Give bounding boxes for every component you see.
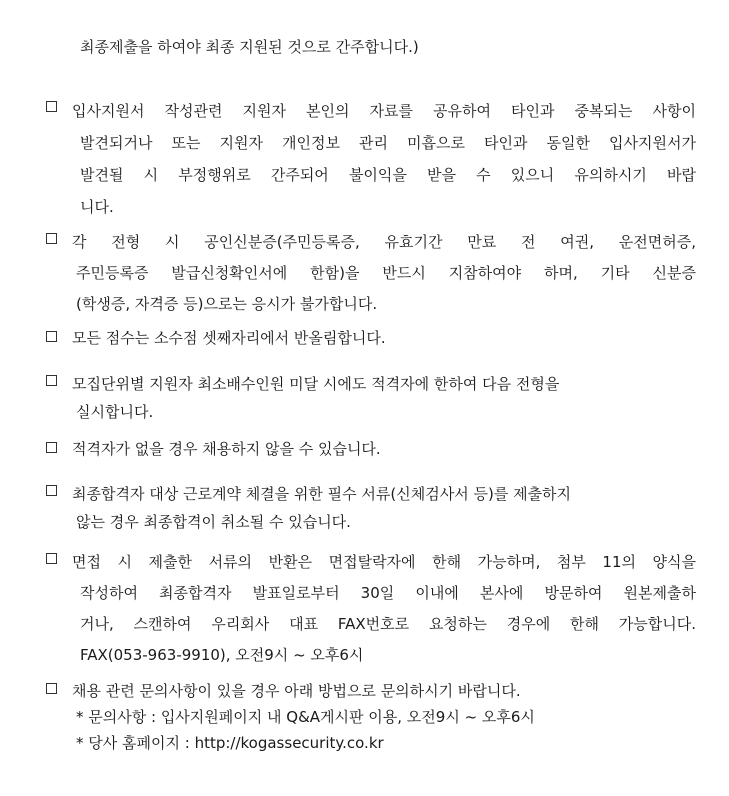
notice-item — [46, 480, 696, 536]
notice-item — [46, 227, 696, 320]
notice-text — [72, 227, 696, 320]
notice-line: 작성하여 최종합격자 발표일로부터 30일 이내에 본사에 방문하여 원본제출하 — [80, 584, 696, 602]
checkbox-icon — [46, 485, 57, 496]
notice-text — [72, 370, 696, 426]
notice-line: 거나, 스캔하여 우리회사 대표 FAX번호로 요청하는 경우에 한해 가능합니다. — [80, 615, 696, 633]
notice-line: 모든 점수는 소수점 셋째자리에서 반올림합니다. — [72, 329, 386, 347]
notice-line: 발견될 시 부정행위로 간주되어 불이익을 받을 수 있으니 유의하시기 바랍 — [80, 166, 696, 184]
notice-line: 않는 경우 최종합격이 취소될 수 있습니다. — [76, 513, 351, 531]
checkbox-icon — [46, 442, 57, 453]
notice-line: 발견되거나 또는 지원자 개인정보 관리 미흡으로 타인과 동일한 입사지원서가 — [80, 134, 696, 152]
notice-item — [46, 326, 696, 350]
checkbox-icon — [46, 233, 57, 244]
notice-item — [46, 678, 696, 756]
notice-text — [72, 480, 696, 536]
notice-line: 모집단위별 지원자 최소배수인원 미달 시에도 적격자에 한하여 다음 전형을 — [72, 375, 560, 393]
notice-line: 실시합니다. — [76, 403, 154, 421]
notice-text — [72, 437, 696, 461]
notice-item — [46, 547, 696, 671]
checkbox-icon — [46, 331, 57, 342]
notice-text — [72, 326, 696, 350]
checkbox-icon — [46, 683, 57, 694]
notice-item — [46, 437, 696, 461]
notice-item — [46, 370, 696, 426]
notice-line: 주민등록증 발급신청확인서에 한함)을 반드시 지참하여야 하며, 기타 신분증 — [76, 264, 696, 282]
notice-line: 각 전형 시 공인신분증(주민등록증, 유효기간 만료 전 여권, 운전면허증, — [72, 233, 696, 251]
notice-line: 최종합격자 대상 근로계약 체결을 위한 필수 서류(신체검사서 등)를 제출하지 — [72, 485, 572, 503]
notice-item — [46, 95, 696, 223]
notice-line: FAX(053-963-9910), 오전9시 ~ 오후6시 — [80, 646, 364, 664]
notice-line: 입사지원서 작성관련 지원자 본인의 자료를 공유하여 타인과 중복되는 사항이 — [72, 102, 696, 120]
checkbox-icon — [46, 553, 57, 564]
notice-line: 적격자가 없을 경우 채용하지 않을 수 있습니다. — [72, 440, 381, 458]
notice-line: 니다. — [80, 198, 114, 216]
contact-homepage-item: * 당사 홈페이지 : http://kogassecurity.co.kr — [76, 734, 384, 752]
checkbox-icon — [46, 375, 57, 386]
notice-line: 채용 관련 문의사항이 있을 경우 아래 방법으로 문의하시기 바랍니다. — [72, 682, 521, 700]
intro-text: 최종제출을 하여야 최종 지원된 것으로 간주합니다.) — [80, 38, 419, 56]
notice-text — [72, 547, 696, 671]
checkbox-icon — [46, 101, 57, 112]
notice-text — [72, 95, 696, 223]
contact-inquiry-item: * 문의사항 : 입사지원페이지 내 Q&A게시판 이용, 오전9시 ~ 오후6시 — [76, 708, 535, 726]
notice-text — [72, 678, 696, 756]
notice-line: (학생증, 자격증 등)으로는 응시가 불가합니다. — [76, 295, 378, 313]
notice-line: 면접 시 제출한 서류의 반환은 면접탈락자에 한해 가능하며, 첨부 11의 양식을 — [72, 553, 696, 571]
